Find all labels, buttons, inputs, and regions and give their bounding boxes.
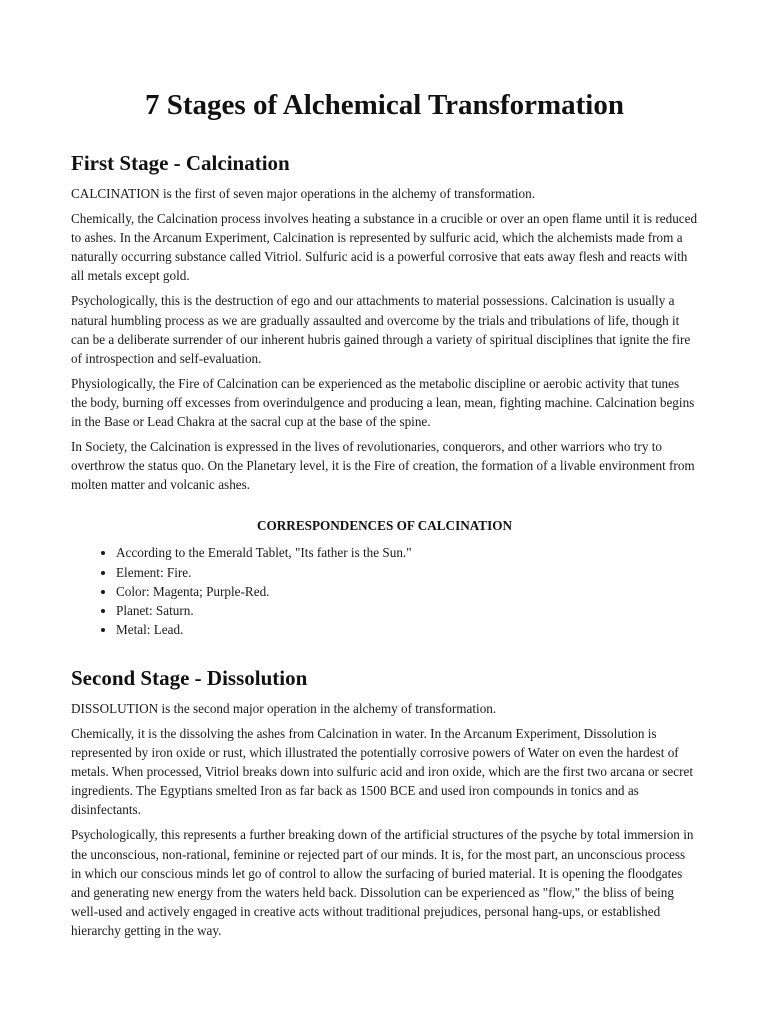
list-item: • Metal: Lead. bbox=[116, 620, 698, 639]
stage-2-heading: Second Stage - Dissolution bbox=[71, 665, 308, 690]
list-item: • Color: Magenta; Purple-Red. bbox=[116, 582, 698, 601]
list-item: • Planet: Saturn. bbox=[116, 601, 698, 620]
stage-1-paragraph-3: Psychologically, this is the destruction of ego and our attachments to material possessions. Calcination is usually a natural humbling process as we are gradually assaulted and overcome by the trials and tribulations of life, though it can be a deliberate surrender of our inherent hubris gained through a variety of spiritual disciplines that ignite the fire of introspection and self-evaluation. bbox=[71, 293, 691, 366]
stage-1-section bbox=[71, 150, 698, 639]
stage-2-paragraph-3: Psychologically, this represents a further breaking down of the artificial structures of the psyche by total immersion in the unconscious, non-rational, feminine or rejected part of our minds. It is, for the most part, an unconscious process in which our conscious minds let go of control to allow the surfacing of buried material. It is opening the floodgates and generating new energy from the waters held back. Dissolution can be experienced as "flow," the bliss of being well-used and actively engaged in creative acts without traditional prejudices, personal hang-ups, or established hierarchy getting in the way. bbox=[71, 827, 694, 938]
correspondences-heading: CORRESPONDENCES OF CALCINATION bbox=[257, 518, 512, 534]
stage-1-paragraph-2: Chemically, the Calcination process involves heating a substance in a crucible or over an open flame until it is reduced to ashes. In the Arcanum Experiment, Calcination is represented by sulfuric acid, which the alchemists made from a naturally occurring substance called Vitriol. Sulfuric acid is a powerful corrosive that eats away flesh and reacts with all metals except gold. bbox=[71, 211, 698, 284]
document-title: 7 Stages of Alchemical Transformation bbox=[145, 89, 624, 121]
stage-2-paragraph-2: Chemically, it is the dissolving the ashes from Calcination in water. In the Arcanum Experiment, Dissolution is represented by iron oxide or rust, which illustrated the potentially corrosive powers of Water on even the hardest of metals. When processed, Vitriol breaks down into sulfuric acid and iron oxide, which are the first two arcana or secret ingredients. The Egyptians smelted Iron as far back as 1500 BCE and used iron compounds in tonics and as disinfectants. bbox=[71, 725, 693, 818]
stage-1-paragraph-5: In Society, the Calcination is expressed in the lives of revolutionaries, conquerors, and other warriors who try to overthrow the status quo. On the Planetary level, it is the Fire of creation, the formation of a livable environment from molten matter and volcanic ashes. bbox=[71, 439, 695, 493]
stage-2-paragraph-1: DISSOLUTION is the second major operation in the alchemy of transformation. bbox=[71, 700, 497, 716]
list-item: • Element: Fire. bbox=[116, 563, 698, 582]
stage-1-paragraph-1: CALCINATION is the first of seven major operations in the alchemy of transformation. bbox=[71, 186, 536, 201]
stage-2-section bbox=[71, 665, 698, 940]
correspondences-list bbox=[71, 543, 698, 638]
stage-1-heading: First Stage - Calcination bbox=[71, 151, 290, 175]
stage-1-paragraph-4: Physiologically, the Fire of Calcination can be experienced as the metabolic discipline or aerobic activity that tunes the body, burning off excesses from overindulgence and producing a lean, mean, fighting machine. Calcination begins in the Base or Lead Chakra at the sacral cup at the base of the spine. bbox=[71, 375, 695, 430]
list-item: • According to the Emerald Tablet, "Its father is the Sun." bbox=[116, 543, 698, 562]
